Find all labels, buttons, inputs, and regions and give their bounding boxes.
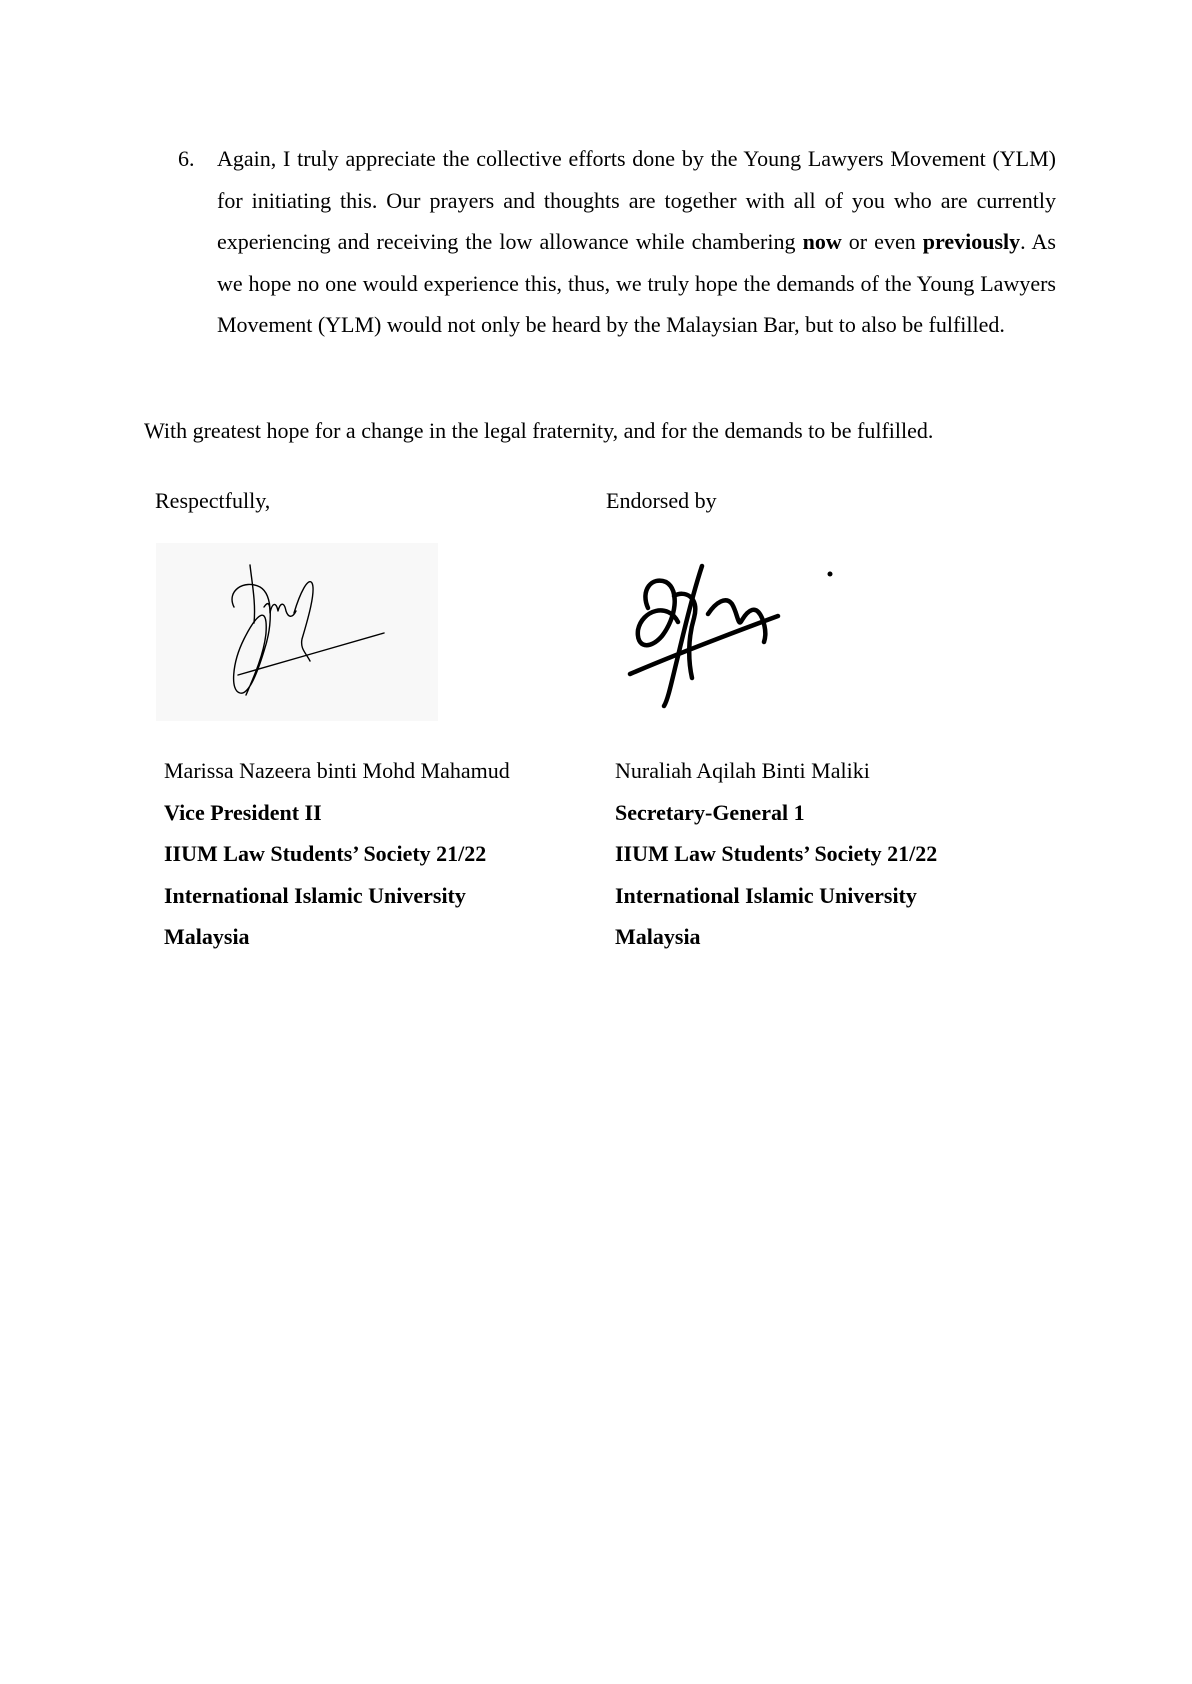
endorsed-by-label: Endorsed by xyxy=(606,488,717,513)
handwritten-signature-icon xyxy=(616,556,846,718)
emphasis-previously: previously xyxy=(922,229,1021,255)
signatory-block-right xyxy=(615,750,1035,958)
closing-statement: With greatest hope for a change in the legal fraternity, and for the demands to be fulfilled. xyxy=(144,418,934,443)
emphasis-now: now xyxy=(802,229,842,255)
signatory-country: Malaysia xyxy=(615,924,701,950)
signatory-position: Vice President II xyxy=(164,799,322,825)
signatory-society: IIUM Law Students’ Society 21/22 xyxy=(615,841,938,867)
signatory-society: IIUM Law Students’ Society 21/22 xyxy=(164,841,487,867)
paragraph-text-part-1: Again, I truly appreciate the collective efforts done by the Young Lawyers Movement (YLM) for initiating this. Our prayers and thoughts are together with all of you who are currently experiencing and receiving the low allowance while chambering xyxy=(217,146,1056,255)
signatory-name: Marissa Nazeera binti Mohd Mahamud xyxy=(164,758,510,783)
respectfully-label: Respectfully, xyxy=(155,488,271,513)
signatory-block-left xyxy=(164,750,584,958)
signatory-university: International Islamic University xyxy=(164,882,466,908)
signatory-position: Secretary-General 1 xyxy=(615,799,805,825)
signatory-university: International Islamic University xyxy=(615,882,917,908)
paragraph-text xyxy=(217,138,1056,346)
handwritten-signature-icon xyxy=(156,543,438,721)
paragraph-text-part-3: . As we hope no one would experience this, thus, we truly hope the demands of the Young Lawyers Movement (YLM) would not only be heard by the Malaysian Bar, but to also be fulfilled. xyxy=(217,229,1056,338)
signatory-name: Nuraliah Aqilah Binti Maliki xyxy=(615,758,870,783)
list-number: 6. xyxy=(178,146,195,171)
signatory-country: Malaysia xyxy=(164,924,250,950)
paragraph-text-part-2: or even xyxy=(841,229,923,255)
